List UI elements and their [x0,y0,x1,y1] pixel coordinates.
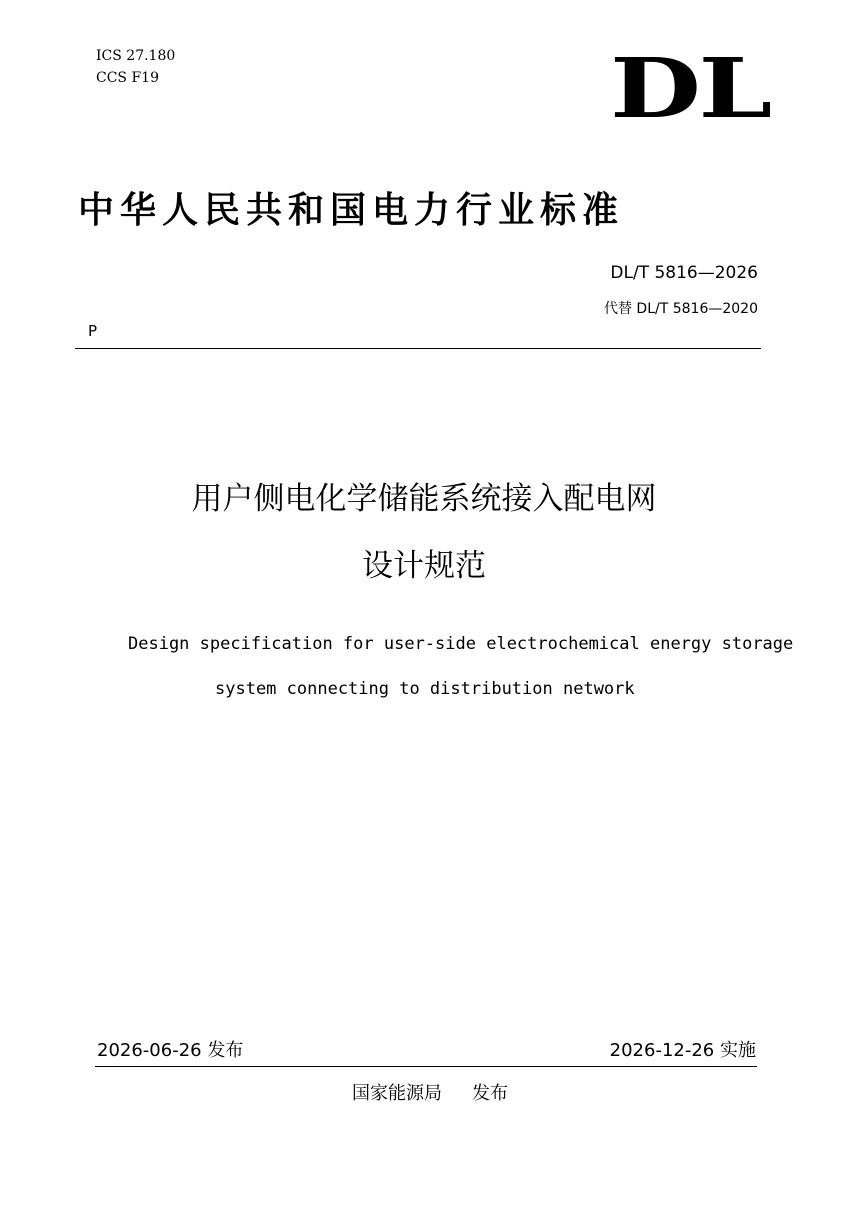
issuer-line [0,1079,860,1105]
publish-date: 2026-06-26 发布 [97,1040,244,1061]
title-en-line2: system connecting to distribution network [215,679,635,699]
standard-number: DL/T 5816—2026 [610,263,758,283]
top-divider [75,348,761,349]
issuer-action: 发布 [472,1083,508,1104]
classification-code: P [88,322,98,340]
title-zh-line2: 设计规范 [362,548,486,584]
replaces-standard: 代替 DL/T 5816—2020 [603,301,758,317]
ccs-code: CCS F19 [96,70,159,86]
title-en-line1: Design specification for user-side electrochemical energy storage [128,634,794,654]
ics-code: ICS 27.180 [96,48,176,64]
issuer-name: 国家能源局 [352,1083,442,1104]
national-standard-heading: 中华人民共和国电力行业标准 [78,190,625,231]
title-zh-line1: 用户侧电化学储能系统接入配电网 [191,481,657,517]
ics-ccs-codes [96,45,175,89]
bottom-divider [95,1066,757,1067]
dl-logo: DL [610,41,770,137]
effective-date: 2026-12-26 实施 [609,1040,756,1061]
